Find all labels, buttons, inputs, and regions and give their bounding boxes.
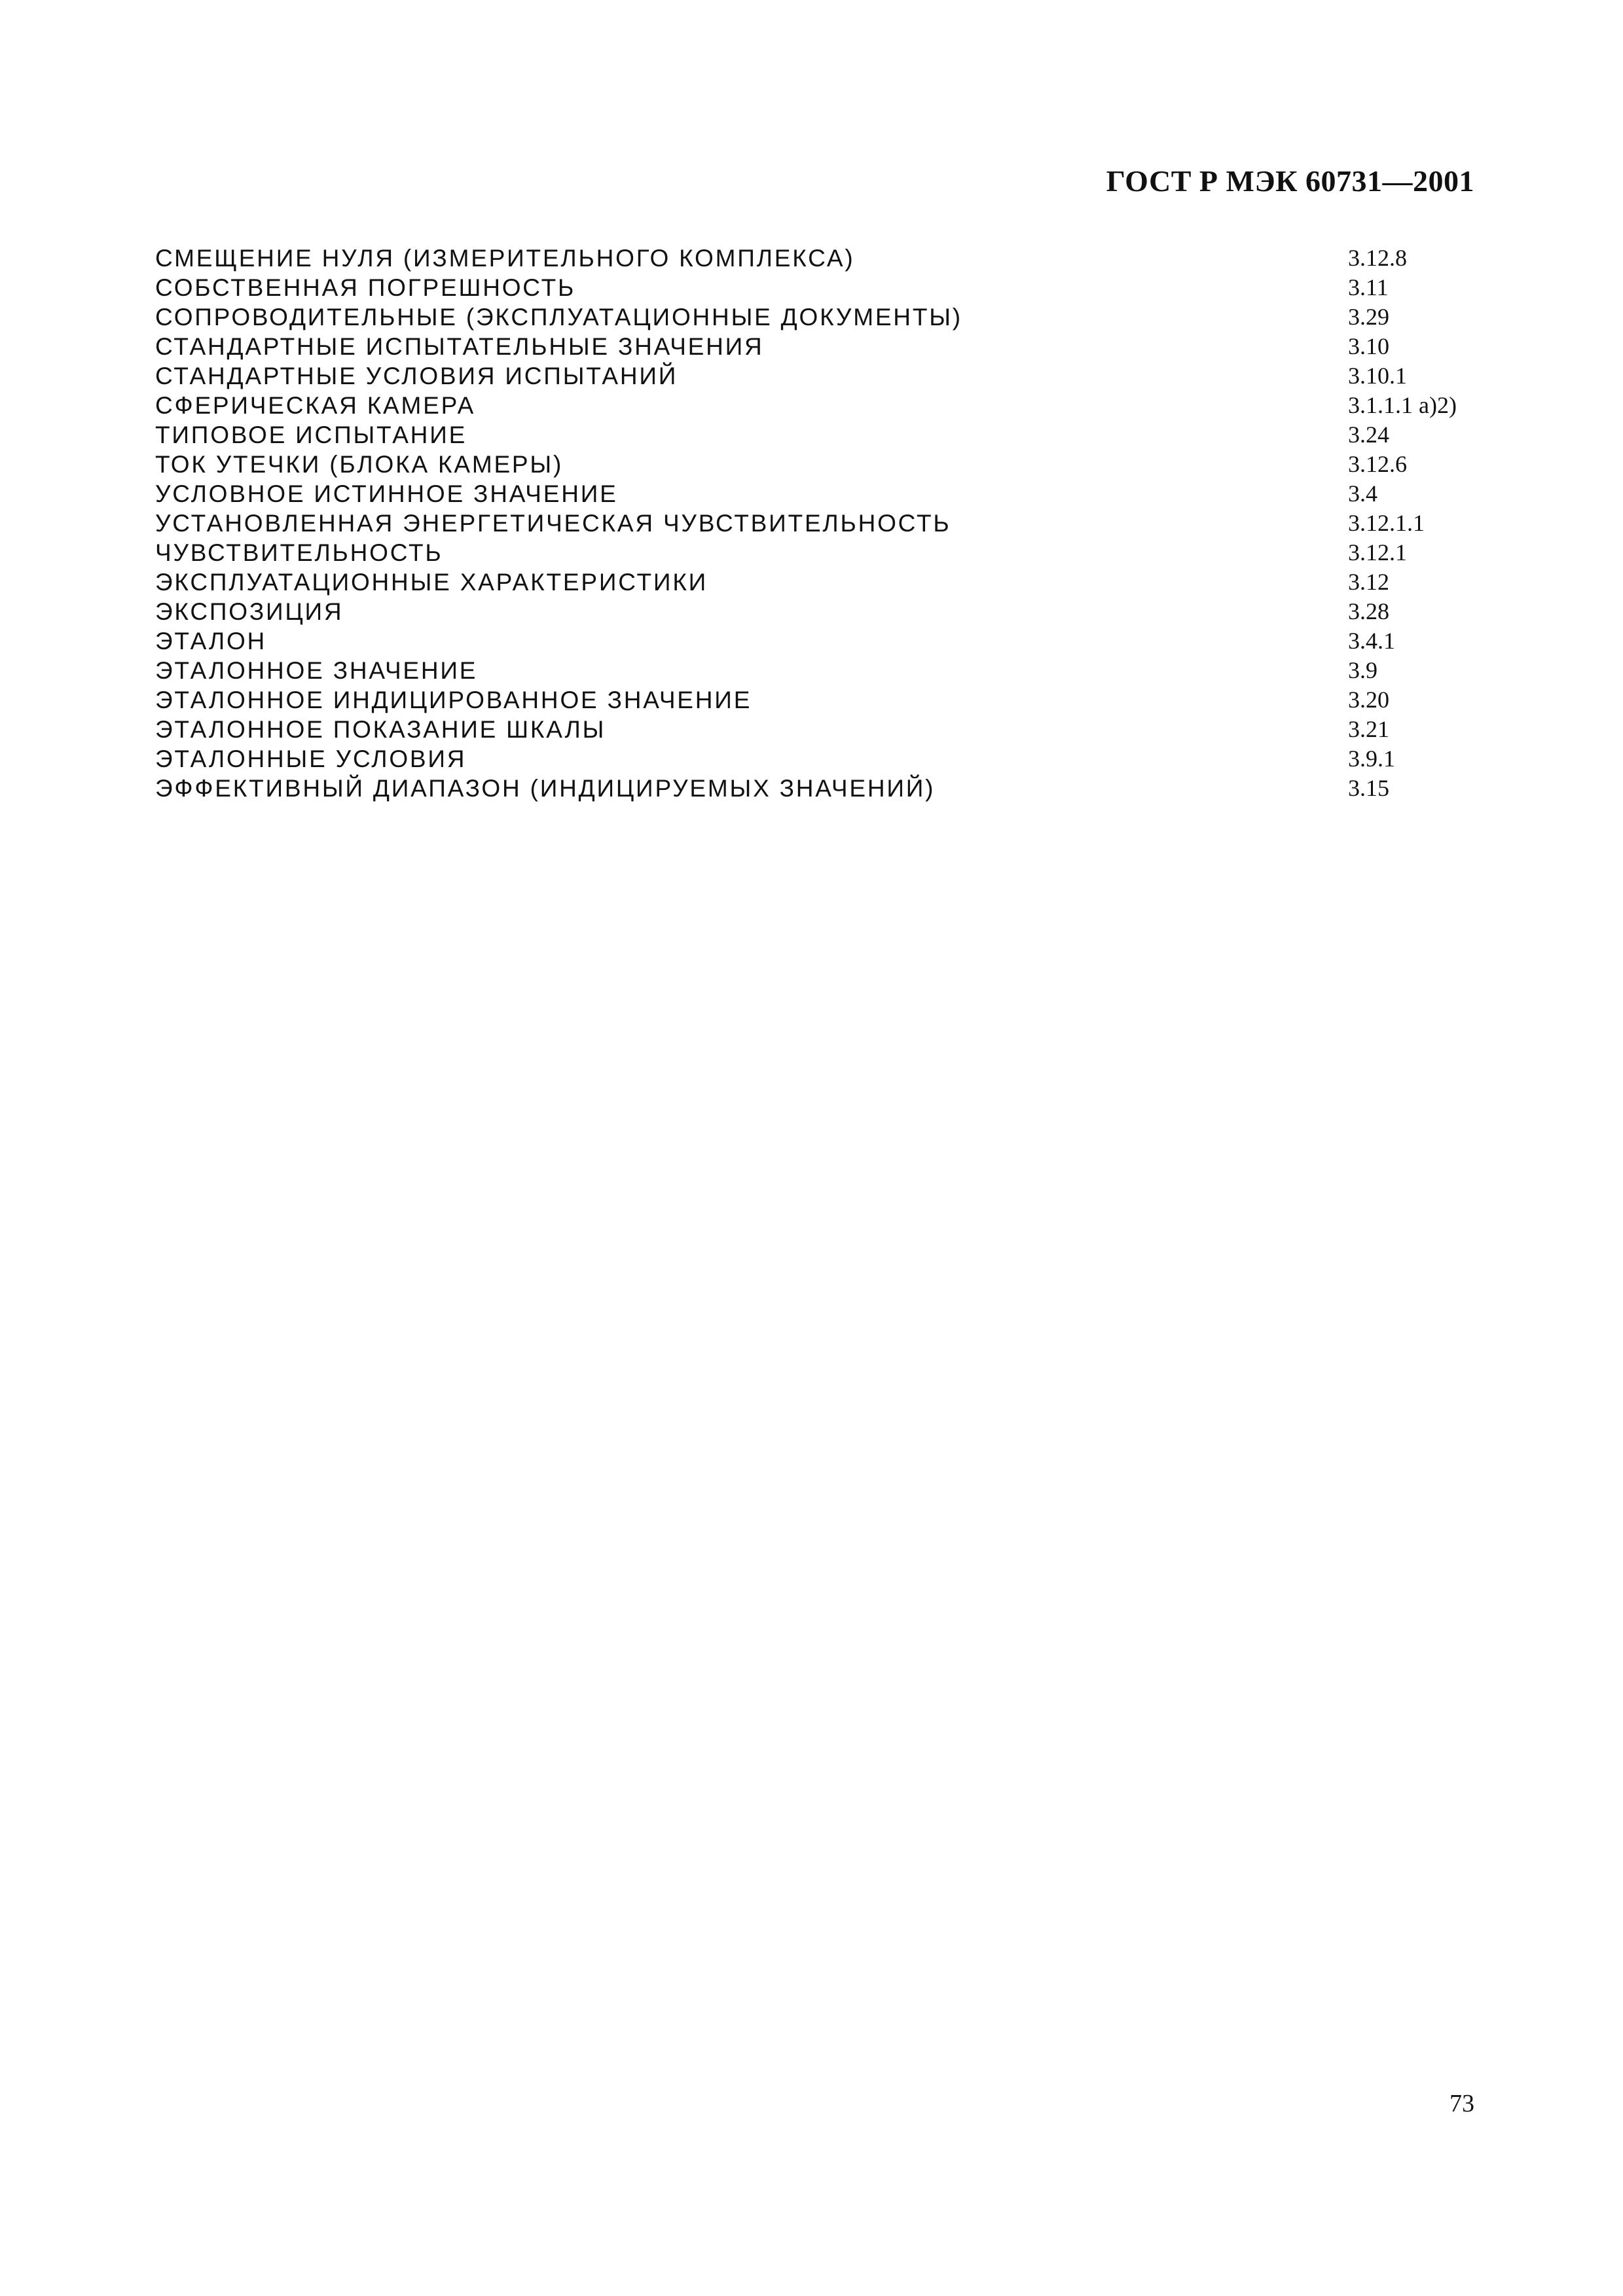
index-term: УСЛОВНОЕ ИСТИННОЕ ЗНАЧЕНИЕ [155,480,618,507]
index-term: УСТАНОВЛЕННАЯ ЭНЕРГЕТИЧЕСКАЯ ЧУВСТВИТЕЛЬНОСТЬ [155,510,951,537]
index-term: ЭКСПОЗИЦИЯ [155,598,344,625]
index-ref: 3.12.6 [1348,451,1407,477]
index-ref: 3.12.1.1 [1348,510,1425,536]
index-entry [155,243,1478,273]
index-term: ЭТАЛОН [155,628,267,655]
index-ref: 3.11 [1348,274,1389,300]
document-code-header: ГОСТ Р МЭК 60731—2001 [1106,164,1474,198]
index-entry [155,479,1478,509]
index-term: ЭТАЛОННОЕ ИНДИЦИРОВАННОЕ ЗНАЧЕНИЕ [155,687,752,713]
index-term: СОБСТВЕННАЯ ПОГРЕШНОСТЬ [155,274,576,301]
index-term: ЭТАЛОННОЕ ЗНАЧЕНИЕ [155,657,478,684]
index-entry [155,597,1478,626]
index-entry [155,391,1478,420]
index-term: СОПРОВОДИТЕЛЬНЫЕ (ЭКСПЛУАТАЦИОННЫЕ ДОКУМЕНТЫ) [155,304,962,331]
index-term: ЭТАЛОННЫЕ УСЛОВИЯ [155,745,467,772]
index-ref: 3.1.1.1 а)2) [1348,392,1457,418]
index-entry [155,744,1478,774]
index-entry [155,361,1478,391]
index-term: ЧУВСТВИТЕЛЬНОСТЬ [155,539,443,566]
index-ref: 3.24 [1348,422,1389,448]
page-number: 73 [1450,2090,1474,2117]
index-ref: 3.10.1 [1348,363,1407,389]
index-term: ЭФФЕКТИВНЫЙ ДИАПАЗОН (ИНДИЦИРУЕМЫХ ЗНАЧЕНИЙ) [155,775,936,802]
index-entry [155,774,1478,803]
index-ref: 3.12.1 [1348,539,1407,565]
index-ref: 3.10 [1348,333,1389,359]
index-term: ТИПОВОЕ ИСПЫТАНИЕ [155,422,467,448]
index-entry [155,656,1478,685]
index-term: СТАНДАРТНЫЕ УСЛОВИЯ ИСПЫТАНИЙ [155,363,678,389]
index-entry [155,538,1478,567]
index-term: СТАНДАРТНЫЕ ИСПЫТАТЕЛЬНЫЕ ЗНАЧЕНИЯ [155,333,764,360]
index-ref: 3.29 [1348,304,1389,330]
index-entry [155,567,1478,597]
index-entry [155,332,1478,361]
index-entry [155,626,1478,656]
index-ref: 3.4 [1348,480,1377,507]
index-term: ЭТАЛОННОЕ ПОКАЗАНИЕ ШКАЛЫ [155,716,606,743]
index-term: ЭКСПЛУАТАЦИОННЫЕ ХАРАКТЕРИСТИКИ [155,569,708,596]
index-ref: 3.9 [1348,657,1377,683]
index-entry [155,509,1478,538]
index-entry [155,302,1478,332]
index-entry [155,685,1478,715]
index-entry [155,420,1478,450]
index-ref: 3.12.8 [1348,245,1407,271]
index-ref: 3.28 [1348,598,1389,624]
index-entry [155,715,1478,744]
index-ref: 3.4.1 [1348,628,1395,654]
index-term: СМЕЩЕНИЕ НУЛЯ (ИЗМЕРИТЕЛЬНОГО КОМПЛЕКСА) [155,245,855,272]
index-ref: 3.9.1 [1348,745,1395,772]
index-entry [155,273,1478,302]
index-term: СФЕРИЧЕСКАЯ КАМЕРА [155,392,476,419]
index-ref: 3.20 [1348,687,1389,713]
index-ref: 3.15 [1348,775,1389,801]
term-index-list [155,243,1478,803]
index-entry [155,450,1478,479]
index-term: ТОК УТЕЧКИ (БЛОКА КАМЕРЫ) [155,451,564,478]
index-ref: 3.12 [1348,569,1389,595]
index-ref: 3.21 [1348,716,1389,742]
